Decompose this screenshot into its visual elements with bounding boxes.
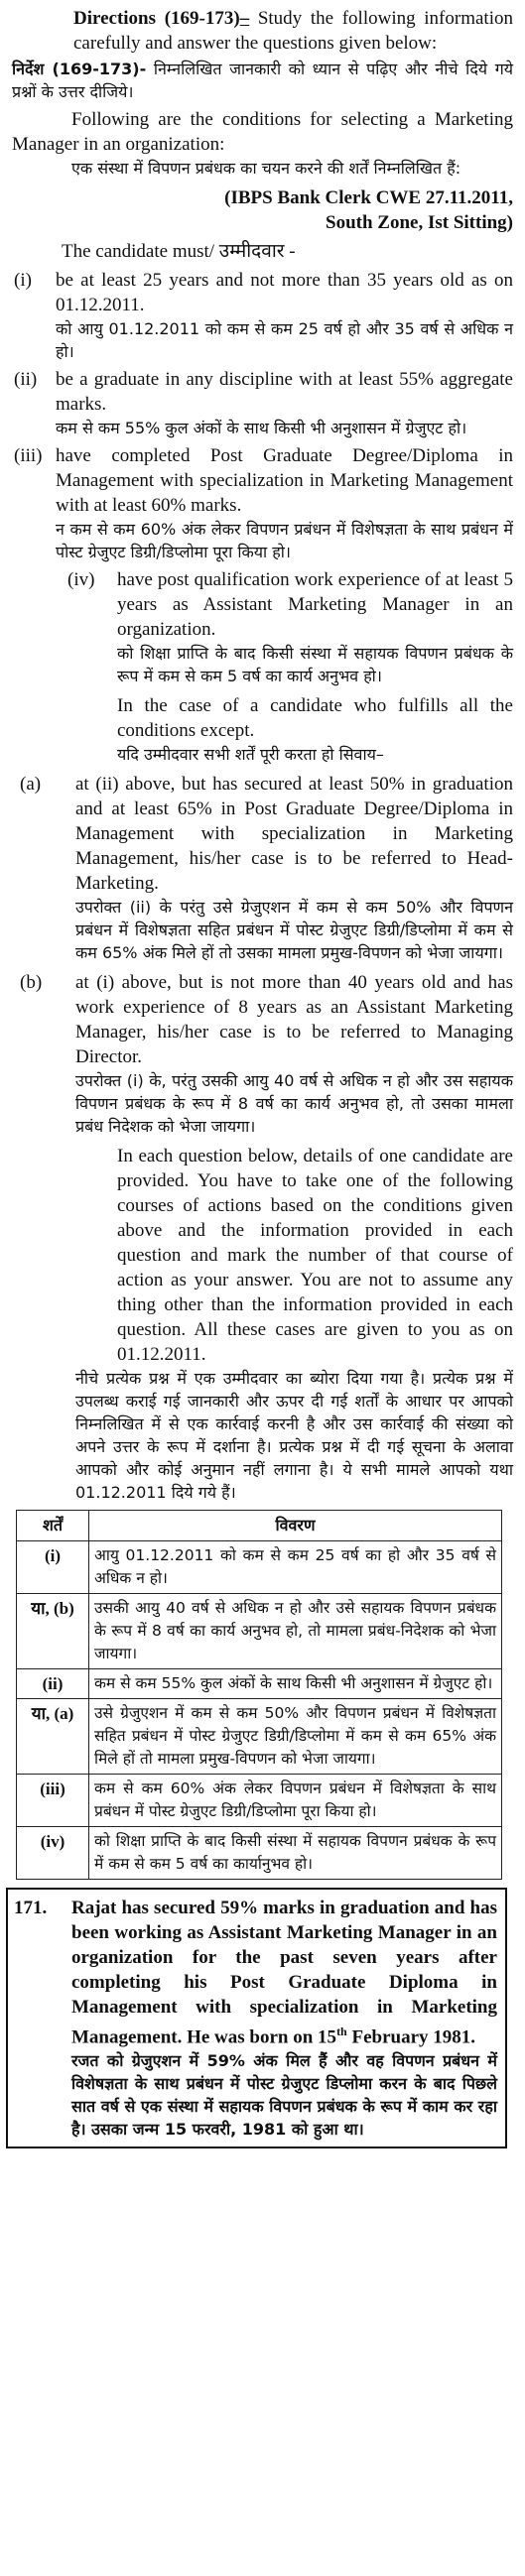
intro-english: Following are the conditions for selecting a Marketing Manager in an organization: — [12, 109, 513, 155]
question-hindi: रजत को ग्रेजुएशन में 59% अंक मिल हैं और वह विपणन प्रबंधन में विशेषज्ञता के साथ प्रबंधन में पोस्ट ग्रेजुएट डिप्लोमा करन के बाद पिछले सात वर्ष से एक संस्था में सहायक विपणन प्रबंधक के रूप में काम कर रहा है। उसका जन्म 15 फरवरी, 1981 को हुआ था। — [71, 2051, 497, 2140]
question-171 — [6, 1888, 507, 2148]
directions — [12, 6, 513, 56]
condition-label: (i) — [14, 270, 32, 291]
exception-b — [12, 970, 513, 1138]
table-header-conditions: शर्तें — [17, 1511, 89, 1541]
condition-hindi: को आयु 01.12.2011 को कम से कम 25 वर्ष हो और 35 वर्ष से अधिक न हो। — [56, 319, 513, 361]
condition-hindi: न कम से कम 60% अंक लेकर विपणन प्रबंधन में विशेषज्ञता के साथ प्रबंधन में पोस्ट ग्रेजुएट डिग्री/डिप्लोमा पूरा किया हो। — [56, 520, 513, 561]
source-reference-line1: (IBPS Bank Clerk CWE 27.11.2011, — [224, 187, 513, 208]
table-cell-detail: को शिक्षा प्राप्ति के बाद किसी संस्था में सहायक विपणन प्रबंधक के रूप में कम से कम 5 वर्ष का कार्यानुभव हो। — [89, 1827, 502, 1880]
table-cell-condition: (i) — [17, 1541, 89, 1594]
exception-intro — [12, 693, 513, 766]
question-ordinal-suffix: th — [336, 2024, 347, 2038]
exception-english: In the case of a candidate who fulfills all the conditions except. — [117, 695, 513, 741]
table-row — [17, 1827, 502, 1880]
condition-3 — [12, 443, 513, 563]
instructions-hindi: नीचे प्रत्येक प्रश्न में एक उम्मीदवार का ब्योरा दिया गया है। प्रत्येक प्रश्न में उपलब्ध कराई गई जानकारी और ऊपर दी गई शर्तों के आधार पर आपको निम्नलिखित में से एक कार्रवाई करनी है और उस कार्रवाई की संख्या को अपने उत्तर के रूप में दर्शाना है। प्रत्येक प्रश्न में दी गई सूचना के अलावा आपको और कोई अनुमान नहीं लगाना है। ये सभी मामले आपको यथा 01.12.2011 दिये गये हैं। — [75, 1369, 513, 1502]
table-row — [17, 1594, 502, 1669]
condition-2 — [12, 367, 513, 439]
question-english-end: February 1981. — [346, 2026, 476, 2048]
candidate-must: The candidate must/ उम्मीदवार - — [62, 241, 296, 262]
directions-dash: – — [239, 8, 250, 29]
question-english-main: Rajat has secured 59% marks in graduation and has been working as Assistant Marketing Manager in an organization for the past seven years after completing his Post Graduate Diploma in Management with specialization in Marketing Management. He was born on 15 — [71, 1898, 497, 2048]
condition-english: be a graduate in any discipline with at least 55% aggregate marks. — [56, 369, 513, 415]
table-header-row — [17, 1511, 502, 1541]
intro-hindi: एक संस्था में विपणन प्रबंधक का चयन करने की शर्तें निम्नलिखित हैं: — [71, 159, 461, 178]
exception-hindi: यदि उम्मीदवार सभी शर्तें पूरी करता हो सिवाय– — [117, 745, 384, 764]
question-english — [71, 1896, 497, 2049]
table-header-details: विवरण — [89, 1511, 502, 1541]
instructions-english: In each question below, details of one candidate are provided. You have to take one of the following courses of actions based on the conditions given above and the information provided in each question and mark the number of that course of action as your answer. You are not to assume any thing other than the information provided in each question. All these cases are given to you as on 01.12.2011. — [117, 1146, 513, 1365]
condition-english: be at least 25 years and not more than 35 years old as on 01.12.2011. — [56, 270, 513, 315]
instructions — [12, 1144, 513, 1367]
exception-label: (b) — [20, 972, 43, 993]
table-row — [17, 1699, 502, 1775]
exception-hindi: उपरोक्त (ii) के परंतु उसे ग्रेजुएशन में कम से कम 50% और विपणन प्रबंधन में विशेषज्ञता सहित प्रबंधन में पोस्ट ग्रेजुएट डिग्री/डिप्लोमा में कम से कम 65% अंक मिले हों तो उसका मामला प्रमुख-विपणन को भेजा जायगा। — [75, 898, 513, 962]
table-cell-detail: उसे ग्रेजुएशन में कम से कम 50% और विपणन प्रबंधन में विशेषज्ञता सहित प्रबंधन में पोस्ट ग्रेजुएट डिग्री/डिप्लोमा में कम से कम 65% अंक मिले हों तो मामला प्रमुख-विपणन को भेजा जायगा। — [89, 1699, 502, 1775]
exception-label: (a) — [20, 774, 42, 795]
table-cell-detail: उसकी आयु 40 वर्ष से अधिक न हो और उसे सहायक विपणन प्रबंधक के रूप में 8 वर्ष का कार्य अनुभव हो, तो मामला प्रबंध-निदेशक को भेजा जायगा। — [89, 1594, 502, 1669]
table-cell-condition: या, (a) — [17, 1699, 89, 1775]
table-row — [17, 1669, 502, 1699]
directions-hindi-text: निम्नलिखित जानकारी को ध्यान से पढ़िए और नीचे दिये गये प्रश्नों के उत्तर दीजिये। — [12, 60, 513, 101]
table-cell-detail: कम से कम 55% कुल अंकों के साथ किसी भी अनुशासन में ग्रेजुएट हो। — [89, 1669, 502, 1699]
condition-label: (iii) — [14, 445, 43, 466]
condition-4 — [12, 567, 513, 687]
exception-english: at (i) above, but is not more than 40 years old and has work experience of 8 years as an Assistant Marketing Manager, his/her case is to be referred to Managing Director. — [75, 972, 513, 1067]
conditions-table — [16, 1510, 502, 1880]
condition-hindi: को शिक्षा प्राप्ति के बाद किसी संस्था में सहायक विपणन प्रबंधक के रूप में कम से कम 5 वर्ष का कार्य अनुभव हो। — [117, 644, 513, 685]
question-body — [14, 1896, 497, 2141]
source-reference-line2: South Zone, Ist Sitting) — [326, 212, 513, 233]
condition-label: (iv) — [67, 569, 95, 590]
condition-hindi: कम से कम 55% कुल अंकों के साथ किसी भी अनुशासन में ग्रेजुएट हो। — [56, 419, 467, 437]
table-cell-condition: (iv) — [17, 1827, 89, 1880]
exception-hindi: उपरोक्त (i) के, परंतु उसकी आयु 40 वर्ष से अधिक न हो और उस सहायक विपणन प्रबंधक के रूप में 8 वर्ष का कार्य अनुभव हो, तो उसका मामला प्रबंध निदेशक को भेजा जायगा। — [75, 1071, 513, 1136]
condition-1 — [12, 268, 513, 363]
directions-hindi-label: निर्देश (169-173)- — [12, 60, 147, 78]
table-cell-condition: (iii) — [17, 1775, 89, 1827]
directions-text: Study the following information carefully and answer the questions given below: — [73, 8, 513, 54]
question-number: 171. — [14, 1898, 48, 1918]
table-row — [17, 1541, 502, 1594]
condition-label: (ii) — [14, 369, 38, 390]
table-cell-detail: कम से कम 60% अंक लेकर विपणन प्रबंधन में विशेषज्ञता के साथ प्रबंधन में पोस्ट ग्रेजुएट डिग्री/डिप्लोमा पूरा किया हो। — [89, 1775, 502, 1827]
table-cell-condition: (ii) — [17, 1669, 89, 1699]
exception-a — [12, 772, 513, 964]
exception-english: at (ii) above, but has secured at least 50% in graduation and at least 65% in Post Graduate Degree/Diploma in Management with specialization in Marketing Management, his/her case is to be referred to Head-Marketing. — [75, 774, 513, 894]
condition-english: have post qualification work experience of at least 5 years as Assistant Marketing Manager in an organization. — [117, 569, 513, 640]
table-row — [17, 1775, 502, 1827]
table-cell-detail: आयु 01.12.2011 को कम से कम 25 वर्ष का हो और 35 वर्ष से अधिक न हो। — [89, 1541, 502, 1594]
directions-label: Directions (169-173) — [73, 8, 240, 29]
condition-english: have completed Post Graduate Degree/Diploma in Management with specialization in Marketing Management with at least 60% marks. — [56, 445, 513, 516]
table-cell-condition: या, (b) — [17, 1594, 89, 1669]
directions-hindi — [12, 58, 513, 103]
